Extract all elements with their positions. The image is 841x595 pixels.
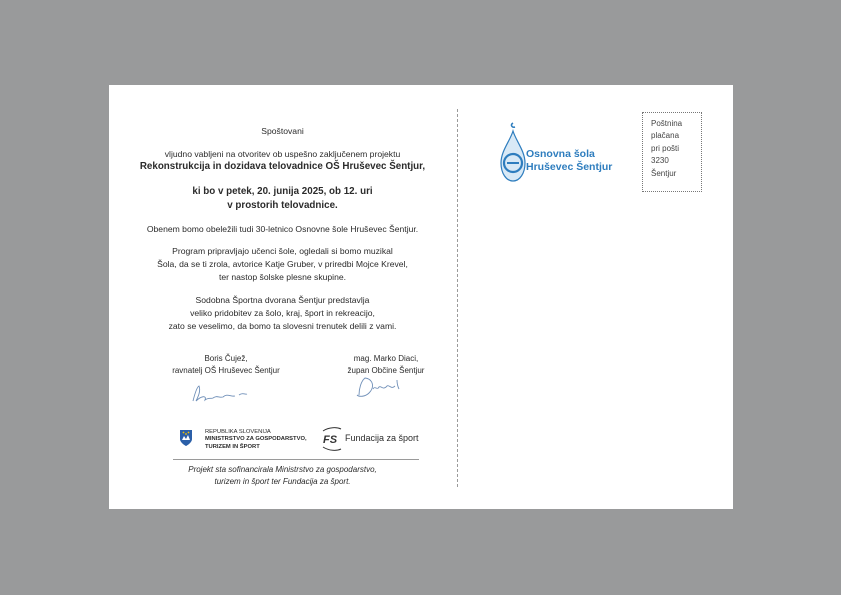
slovenia-coat-of-arms-icon xyxy=(179,429,193,447)
school-logo-line-1: Osnovna šola xyxy=(526,148,595,160)
closing-line-2: veliko pridobitev za šolo, kraj, šport in rekreacijo, xyxy=(190,308,375,318)
closing-line-3: zato se veselimo, da bomo ta slovesni trenutek delili z vami. xyxy=(168,321,397,331)
stamp-line-5: Šentjur xyxy=(651,168,677,178)
footer-separator xyxy=(173,459,419,460)
footer-line-1: Projekt sta sofinancirala Ministrstvo za gospodarstvo, xyxy=(188,465,377,474)
ministry-line-2: MINISTRSTVO ZA GOSPODARSTVO, xyxy=(205,436,307,443)
foundation-mark-text: FS xyxy=(323,434,338,446)
stamp-line-4: 3230 xyxy=(651,156,669,166)
program-line-1: Program pripravljajo učenci šole, ogledali si bomo muzikal xyxy=(172,246,393,256)
anniversary-line: Obenem bomo obeležili tudi 30-letnico Osnovne šole Hruševec Šentjur. xyxy=(146,224,419,234)
ministry-line-3: TURIZEM IN ŠPORT xyxy=(205,443,260,450)
project-title: Rekonstrukcija in dozidava telovadnice OŠ Hruševec Šentjur, xyxy=(139,161,426,172)
footer-line-2: turizem in šport ter Fundacija za šport. xyxy=(214,476,351,486)
signature-principal-icon xyxy=(189,383,255,405)
signature-mayor-icon xyxy=(353,375,409,401)
signatory-role: župan Občine Šentjur xyxy=(347,365,425,375)
signatory-role: ravnatelj OŠ Hruševec Šentjur xyxy=(172,365,280,375)
invitation-text-area xyxy=(109,85,456,509)
signatory-name: Boris Čujež, xyxy=(204,354,248,363)
date-line: ki bo v petek, 20. junija 2025, ob 12. uri xyxy=(192,186,373,197)
signatory-principal xyxy=(159,353,293,376)
footer-note xyxy=(149,464,416,487)
school-drop-logo-icon xyxy=(498,121,528,185)
postcard-divider xyxy=(457,109,458,487)
foundation-logo xyxy=(321,423,431,457)
foundation-fs-mark-icon xyxy=(321,423,343,455)
stamp-text xyxy=(651,118,682,180)
place-line: v prostorih telovadnice. xyxy=(227,200,338,211)
stamp-line-1: Poštnina xyxy=(651,119,683,128)
ministry-logo xyxy=(179,426,309,456)
signatory-name: mag. Marko Diaci, xyxy=(353,354,419,363)
postcard xyxy=(109,85,733,509)
stamp-line-3: pri pošti xyxy=(651,143,680,153)
ministry-text xyxy=(205,429,307,451)
closing-line-1: Sodobna Športna dvorana Šentjur predstavlja xyxy=(195,295,370,305)
program-line-2: Šola, da se ti zrola, avtorice Katje Gruber, v priredbi Mojce Krevel, xyxy=(157,259,408,269)
stamp-line-2: plačana xyxy=(651,131,680,141)
invite-line: vljudno vabljeni na otvoritev ob uspešno zaključenem projektu xyxy=(164,149,401,159)
foundation-name: Fundacija za šport xyxy=(345,433,419,443)
school-logo-line-2: Hruševec Šentjur xyxy=(526,161,613,173)
postage-paid-stamp xyxy=(642,112,702,192)
program-line-3: ter nastop šolske plesne skupine. xyxy=(218,272,347,282)
ministry-line-1: REPUBLIKA SLOVENIJA xyxy=(205,429,271,435)
greeting: Spoštovani xyxy=(261,126,304,136)
signatory-mayor xyxy=(322,353,450,376)
school-logo xyxy=(498,121,622,185)
